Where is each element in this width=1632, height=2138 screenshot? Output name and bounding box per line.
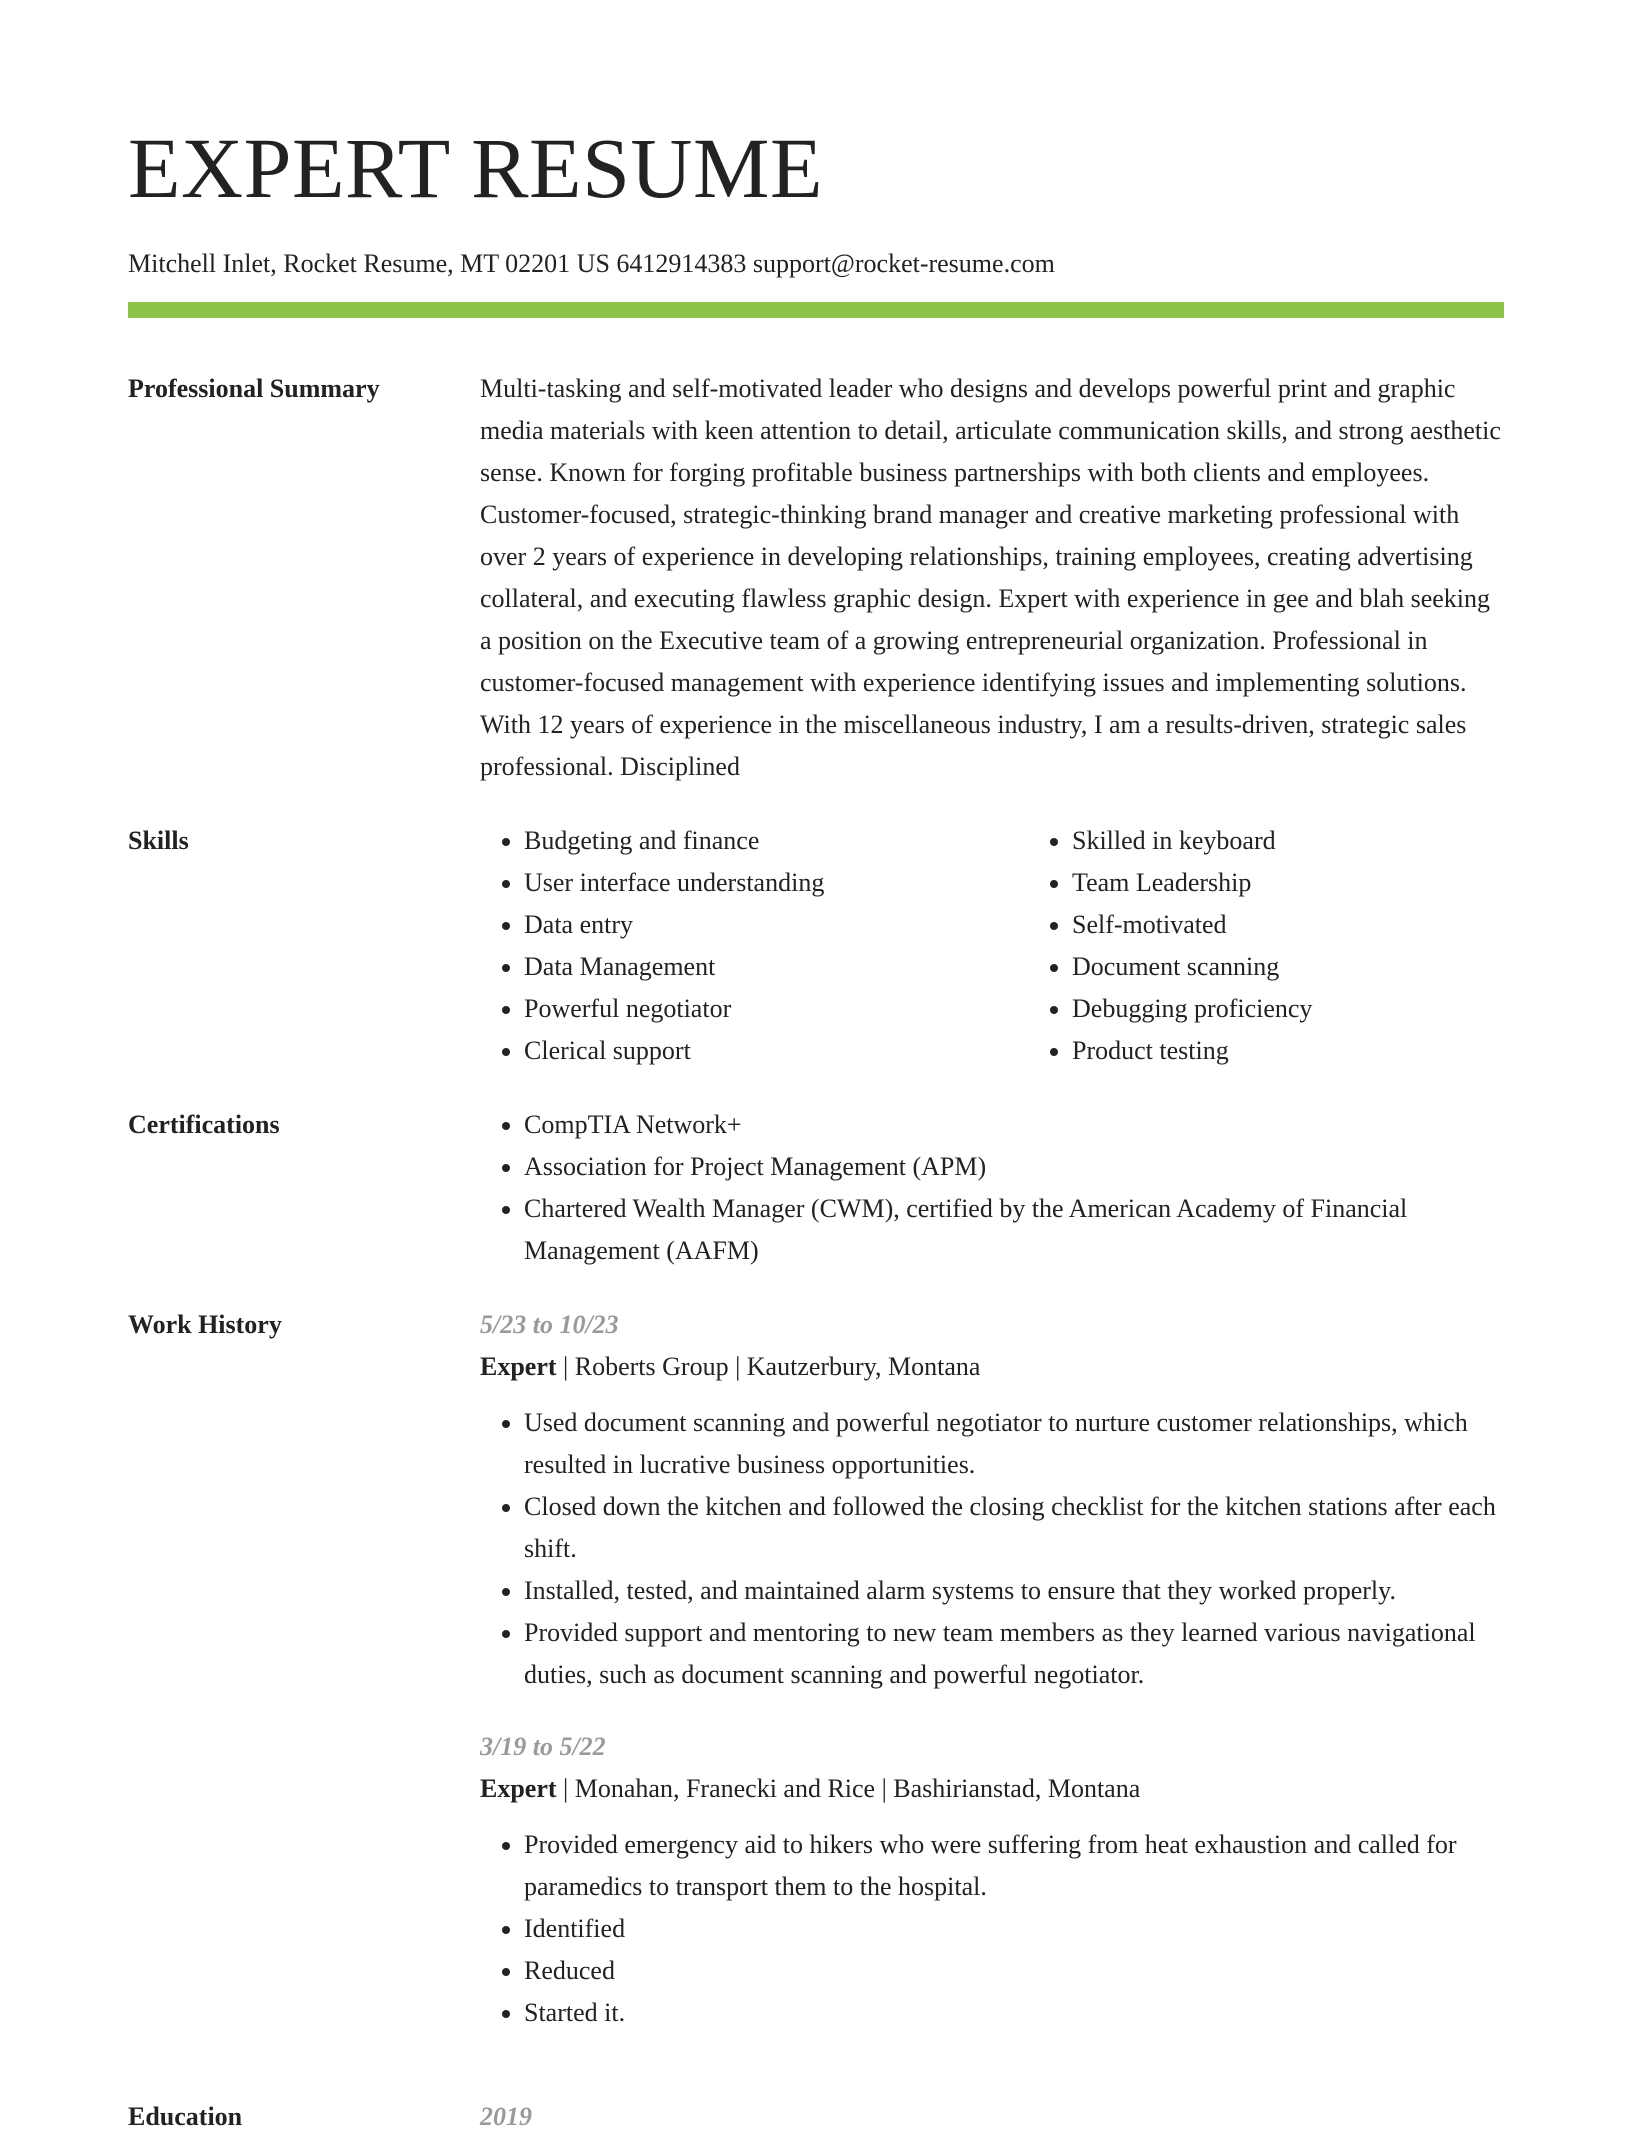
- skill-item: • Self-motivated: [1072, 904, 1576, 946]
- skills-columns: [480, 820, 1576, 1072]
- education-dates: 2019: [480, 2102, 532, 2131]
- job-title-line: [480, 1346, 1504, 1388]
- contact-email: support@rocket-resume.com: [752, 249, 1055, 278]
- skills-list-right: [1028, 820, 1576, 1072]
- job-bullet: • Installed, tested, and maintained alarm systems to ensure that they worked properly.: [524, 1570, 1504, 1612]
- certifications-section: [128, 1104, 1504, 1272]
- work-history-section: [128, 1304, 1504, 2064]
- contact-phone: 6412914383: [616, 249, 747, 278]
- job-dates: 5/23 to 10/23: [480, 1310, 619, 1339]
- job-employer-location: | Roberts Group | Kautzerbury, Montana: [556, 1352, 981, 1381]
- skill-item: • Data entry: [524, 904, 1028, 946]
- summary-section: [128, 368, 1504, 788]
- job-bullet: • Started it.: [524, 1992, 1504, 2034]
- skills-list-left: [480, 820, 1028, 1072]
- job-bullet: • Reduced: [524, 1950, 1504, 1992]
- job-employer-location: | Monahan, Franecki and Rice | Bashirianstad, Montana: [556, 1774, 1141, 1803]
- skill-item: • Budgeting and finance: [524, 820, 1028, 862]
- resume-title: EXPERT RESUME: [128, 120, 824, 216]
- job-bullet: • Closed down the kitchen and followed the closing checklist for the kitchen stations after each shift.: [524, 1486, 1504, 1570]
- job-bullet: • Used document scanning and powerful negotiator to nurture customer relationships, which resulted in lucrative business opportunities.: [524, 1402, 1504, 1486]
- skill-item: • Debugging proficiency: [1072, 988, 1576, 1030]
- section-heading-work-history: Work History: [128, 1310, 282, 1339]
- skill-item: • Product testing: [1072, 1030, 1576, 1072]
- job-dates: 3/19 to 5/22: [480, 1732, 606, 1761]
- section-heading-skills: Skills: [128, 826, 189, 855]
- header-accent-rule: [128, 302, 1504, 318]
- contact-line: [128, 246, 1504, 282]
- job-entry: [480, 1304, 1504, 1696]
- contact-address: Mitchell Inlet, Rocket Resume, MT 02201 US: [128, 249, 610, 278]
- job-bullet: • Identified: [524, 1908, 1504, 1950]
- job-bullet: • Provided emergency aid to hikers who were suffering from heat exhaustion and called for paramedics to transport them to the hospital.: [524, 1824, 1504, 1908]
- section-heading-summary: Professional Summary: [128, 374, 380, 403]
- section-heading-certifications: Certifications: [128, 1110, 280, 1139]
- skill-item: • Clerical support: [524, 1030, 1028, 1072]
- job-bullets: [480, 1824, 1504, 2034]
- skill-item: • Document scanning: [1072, 946, 1576, 988]
- certification-item: • CompTIA Network+: [524, 1104, 1504, 1146]
- summary-text: Multi-tasking and self-motivated leader who designs and develops powerful print and graphic media materials with keen attention to detail, articulate communication skills, and strong aesthetic sense. Known for forging profitable business partnerships with both clients and employees. Customer-focused, strategic-thinking brand manager and creative marketing professional with over 2 years of experience in developing relationships, training employees, creating advertising collateral, and executing flawless graphic design. Expert with experience in gee and blah seeking a position on the Executive team of a growing entrepreneurial organization. Professional in customer-focused management with experience identifying issues and implementing solutions. With 12 years of experience in the miscellaneous industry, I am a results-driven, strategic sales professional. Disciplined: [480, 374, 1501, 781]
- resume-page: [128, 0, 1504, 2138]
- job-bullets: [480, 1402, 1504, 1696]
- skill-item: • Team Leadership: [1072, 862, 1576, 904]
- job-bullet: • Provided support and mentoring to new team members as they learned various navigational duties, such as document scanning and powerful negotiator.: [524, 1612, 1504, 1696]
- certifications-list: [480, 1104, 1504, 1272]
- job-role: Expert: [480, 1352, 557, 1381]
- education-section: [128, 2096, 1504, 2138]
- skill-item: • Powerful negotiator: [524, 988, 1028, 1030]
- skill-item: • User interface understanding: [524, 862, 1028, 904]
- skill-item: • Data Management: [524, 946, 1028, 988]
- job-entry: [480, 1726, 1504, 2034]
- skills-section: [128, 820, 1504, 1072]
- certification-item: • Association for Project Management (APM): [524, 1146, 1504, 1188]
- certification-item: • Chartered Wealth Manager (CWM), certified by the American Academy of Financial Management (AAFM): [524, 1188, 1504, 1272]
- section-heading-education: Education: [128, 2102, 243, 2131]
- skill-item: • Skilled in keyboard: [1072, 820, 1576, 862]
- job-title-line: [480, 1768, 1504, 1810]
- job-role: Expert: [480, 1774, 557, 1803]
